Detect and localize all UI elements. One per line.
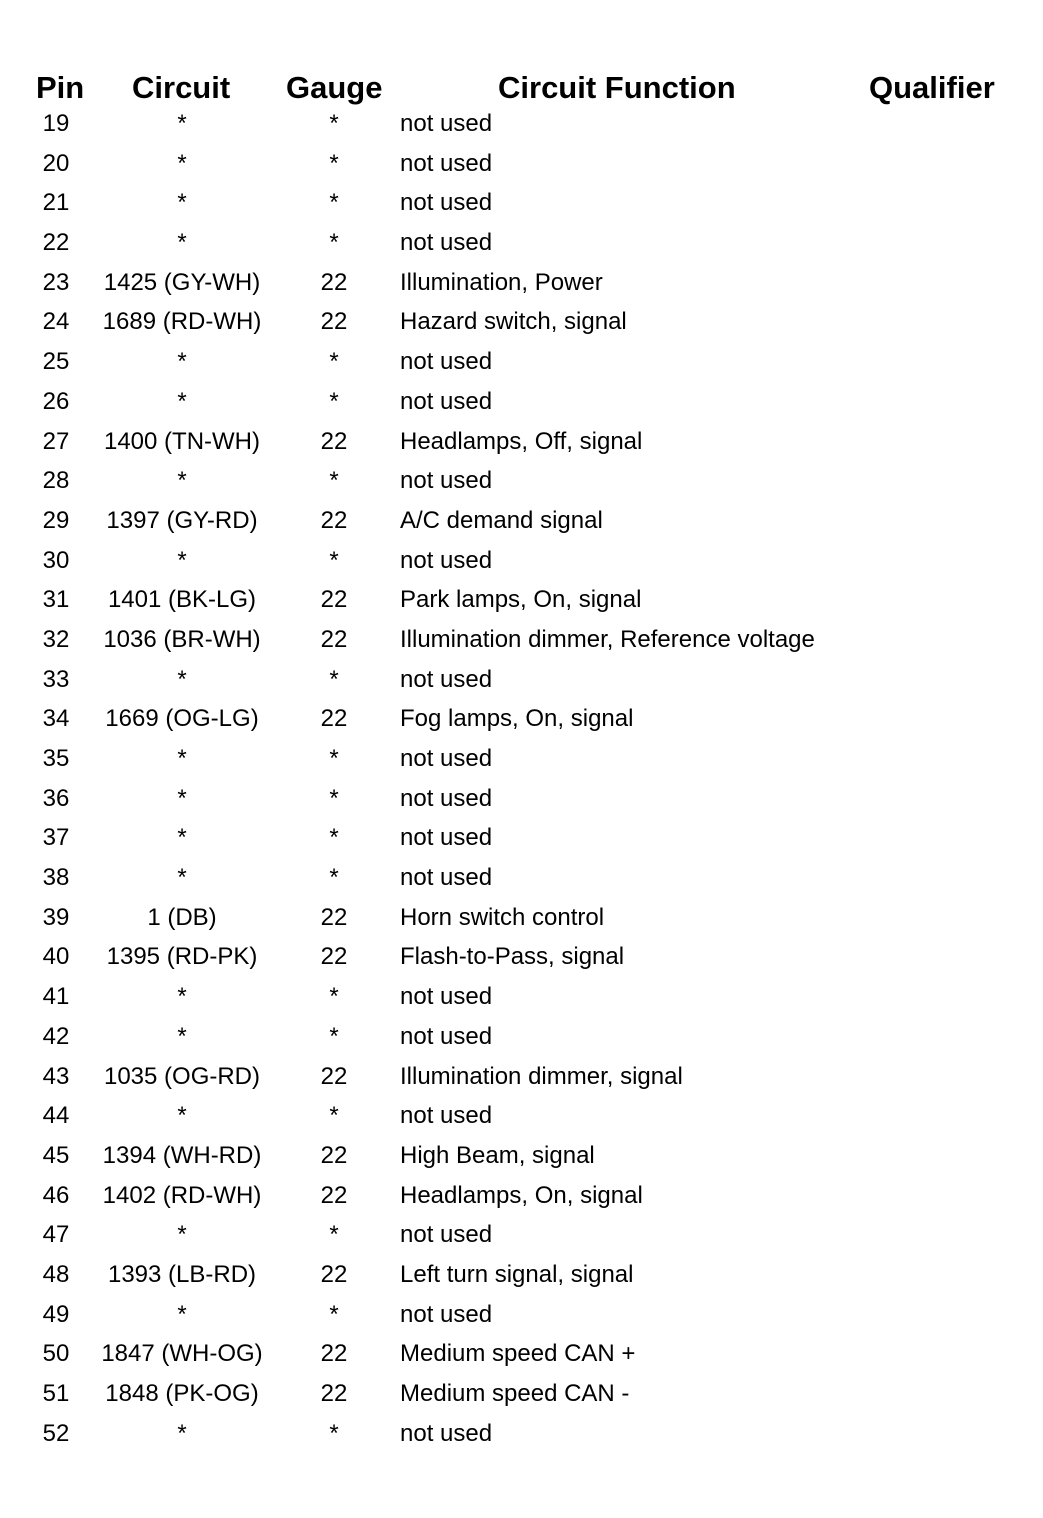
circuit-function-cell: Illumination, Power	[400, 268, 603, 296]
table-row	[0, 1416, 1043, 1456]
gauge-cell: 22	[320, 1260, 348, 1288]
circuit-cell: 1669 (OG-LG)	[105, 705, 259, 733]
circuit-cell: *	[177, 864, 187, 892]
circuit-cell: *	[177, 1221, 187, 1249]
circuit-cell: 1400 (TN-WH)	[103, 427, 260, 455]
pin-cell: 32	[42, 625, 70, 653]
pin-cell: 21	[42, 189, 70, 217]
circuit-function-cell: Headlamps, On, signal	[400, 1181, 643, 1209]
table-header	[0, 68, 1043, 108]
pin-cell: 31	[42, 586, 70, 614]
gauge-cell: 22	[320, 705, 348, 733]
circuit-cell: 1847 (WH-OG)	[101, 1340, 263, 1368]
circuit-cell: 1 (DB)	[147, 903, 217, 931]
circuit-cell: *	[177, 983, 187, 1011]
pin-cell: 51	[42, 1380, 70, 1407]
circuit-function-cell: not used	[400, 229, 493, 257]
header-circuit-function: Circuit Function	[498, 70, 736, 105]
circuit-cell: 1035 (OG-RD)	[103, 1062, 261, 1090]
circuit-function-cell: A/C demand signal	[400, 506, 603, 534]
circuit-function-cell: not used	[400, 1022, 493, 1050]
table-row	[0, 820, 1043, 860]
circuit-function-cell: Headlamps, Off, signal	[400, 427, 643, 455]
pin-cell: 25	[42, 348, 70, 376]
gauge-cell: *	[329, 983, 339, 1011]
pin-table-body	[0, 106, 1043, 1455]
gauge-cell: *	[329, 864, 339, 892]
header-pin: Pin	[36, 70, 85, 105]
table-row	[0, 503, 1043, 543]
circuit-function-cell: not used	[400, 110, 493, 137]
circuit-cell: 1394 (WH-RD)	[102, 1141, 262, 1169]
pin-cell: 38	[42, 864, 70, 892]
gauge-cell: *	[329, 110, 339, 137]
pin-cell: 22	[42, 229, 70, 257]
pin-cell: 26	[42, 387, 70, 415]
circuit-function-cell: not used	[400, 387, 493, 415]
gauge-cell: *	[329, 149, 339, 177]
table-row	[0, 1178, 1043, 1218]
table-row	[0, 543, 1043, 583]
circuit-function-cell: Horn switch control	[400, 903, 605, 931]
circuit-function-cell: not used	[400, 784, 493, 812]
circuit-cell: *	[177, 1419, 187, 1447]
pin-cell: 43	[42, 1062, 70, 1090]
circuit-cell: *	[177, 745, 187, 772]
gauge-cell: 22	[320, 586, 348, 614]
table-row	[0, 106, 1043, 146]
gauge-cell: 22	[320, 308, 348, 336]
table-row	[0, 463, 1043, 503]
circuit-function-cell: not used	[400, 1102, 493, 1130]
pin-cell: 20	[42, 149, 70, 177]
gauge-cell: *	[329, 745, 339, 772]
circuit-cell: 1393 (LB-RD)	[107, 1260, 257, 1288]
circuit-function-cell: not used	[400, 1300, 493, 1328]
circuit-cell: *	[177, 824, 187, 852]
table-row	[0, 622, 1043, 662]
circuit-cell: *	[177, 1022, 187, 1050]
table-row	[0, 424, 1043, 464]
pin-cell: 46	[42, 1181, 70, 1209]
header-circuit: Circuit	[132, 70, 231, 105]
table-row	[0, 1138, 1043, 1178]
table-row	[0, 185, 1043, 225]
circuit-function-cell: not used	[400, 864, 493, 892]
table-row	[0, 1019, 1043, 1059]
circuit-function-cell: not used	[400, 546, 493, 574]
table-row	[0, 1098, 1043, 1138]
table-row	[0, 1059, 1043, 1099]
table-row	[0, 146, 1043, 186]
pin-cell: 48	[42, 1260, 70, 1288]
circuit-function-cell: not used	[400, 189, 493, 217]
pin-cell: 24	[42, 308, 70, 336]
pin-cell: 44	[42, 1102, 70, 1130]
pin-cell: 41	[42, 983, 70, 1011]
circuit-cell: 1689 (RD-WH)	[102, 308, 262, 336]
gauge-cell: *	[329, 1102, 339, 1130]
circuit-cell: *	[177, 149, 187, 177]
circuit-function-cell: not used	[400, 1221, 493, 1249]
circuit-function-cell: not used	[400, 983, 493, 1011]
gauge-cell: *	[329, 387, 339, 415]
pin-cell: 40	[42, 943, 70, 971]
table-row	[0, 860, 1043, 900]
table-row	[0, 741, 1043, 781]
table-row	[0, 1376, 1043, 1416]
gauge-cell: 22	[320, 943, 348, 971]
gauge-cell: 22	[320, 1141, 348, 1169]
gauge-cell: *	[329, 189, 339, 217]
table-row	[0, 225, 1043, 265]
pin-cell: 23	[42, 268, 70, 296]
circuit-cell: *	[177, 784, 187, 812]
pin-cell: 50	[42, 1340, 70, 1368]
pin-cell: 35	[42, 745, 70, 772]
table-row	[0, 900, 1043, 940]
pin-cell: 45	[42, 1141, 70, 1169]
gauge-cell: 22	[320, 625, 348, 653]
circuit-cell: *	[177, 1300, 187, 1328]
table-row	[0, 582, 1043, 622]
pin-cell: 33	[42, 665, 70, 693]
circuit-function-cell: Park lamps, On, signal	[400, 586, 642, 614]
circuit-cell: 1036 (BR-WH)	[103, 625, 261, 653]
gauge-cell: *	[329, 1419, 339, 1447]
circuit-function-cell: Flash-to-Pass, signal	[400, 943, 625, 971]
gauge-cell: *	[329, 467, 339, 495]
gauge-cell: *	[329, 546, 339, 574]
table-row	[0, 701, 1043, 741]
pin-cell: 39	[42, 903, 70, 931]
table-row	[0, 1217, 1043, 1257]
gauge-cell: *	[329, 1022, 339, 1050]
pin-cell: 30	[42, 546, 70, 574]
circuit-cell: *	[177, 189, 187, 217]
gauge-cell: 22	[320, 1340, 348, 1368]
circuit-cell: *	[177, 387, 187, 415]
circuit-function-cell: not used	[400, 348, 493, 376]
pin-cell: 34	[42, 705, 70, 733]
gauge-cell: *	[329, 1221, 339, 1249]
pin-cell: 29	[42, 506, 70, 534]
header-gauge: Gauge	[286, 70, 383, 105]
gauge-cell: 22	[320, 903, 348, 931]
table-row	[0, 1257, 1043, 1297]
gauge-cell: *	[329, 665, 339, 693]
circuit-cell: *	[177, 110, 187, 137]
table-row	[0, 384, 1043, 424]
gauge-cell: 22	[320, 427, 348, 455]
table-row	[0, 1336, 1043, 1376]
table-row	[0, 344, 1043, 384]
gauge-cell: *	[329, 1300, 339, 1328]
gauge-cell: 22	[320, 1062, 348, 1090]
table-row	[0, 939, 1043, 979]
gauge-cell: *	[329, 229, 339, 257]
pin-cell: 19	[42, 110, 70, 137]
circuit-cell: *	[177, 665, 187, 693]
circuit-cell: 1425 (GY-WH)	[103, 268, 261, 296]
circuit-function-cell: High Beam, signal	[400, 1141, 595, 1169]
table-row	[0, 1297, 1043, 1337]
pin-cell: 37	[42, 824, 70, 852]
circuit-cell: *	[177, 348, 187, 376]
circuit-cell: *	[177, 229, 187, 257]
circuit-cell: 1402 (RD-WH)	[102, 1181, 262, 1209]
pin-cell: 36	[42, 784, 70, 812]
gauge-cell: *	[329, 824, 339, 852]
circuit-function-cell: not used	[400, 1419, 493, 1447]
gauge-cell: 22	[320, 1181, 348, 1209]
circuit-cell: 1395 (RD-PK)	[106, 943, 258, 971]
gauge-cell: 22	[320, 506, 348, 534]
circuit-function-cell: Fog lamps, On, signal	[400, 705, 634, 733]
circuit-function-cell: not used	[400, 665, 493, 693]
circuit-function-cell: Left turn signal, signal	[400, 1260, 634, 1288]
pin-cell: 52	[42, 1419, 70, 1447]
table-row	[0, 662, 1043, 702]
circuit-function-cell: Illumination dimmer, Reference voltage	[400, 625, 815, 653]
gauge-cell: *	[329, 784, 339, 812]
table-row	[0, 979, 1043, 1019]
circuit-function-cell: not used	[400, 745, 493, 772]
circuit-function-cell: Hazard switch, signal	[400, 308, 627, 336]
circuit-function-cell: not used	[400, 467, 493, 495]
table-row	[0, 265, 1043, 305]
header-qualifier: Qualifier	[869, 70, 995, 105]
pin-cell: 27	[42, 427, 70, 455]
circuit-function-cell: Medium speed CAN +	[400, 1340, 636, 1368]
pin-cell: 47	[42, 1221, 70, 1249]
gauge-cell: 22	[320, 1380, 348, 1407]
circuit-cell: *	[177, 467, 187, 495]
circuit-cell: 1397 (GY-RD)	[106, 506, 258, 534]
table-row	[0, 781, 1043, 821]
circuit-cell: 1848 (PK-OG)	[105, 1380, 259, 1407]
circuit-cell: *	[177, 546, 187, 574]
circuit-function-cell: not used	[400, 149, 493, 177]
circuit-cell: 1401 (BK-LG)	[107, 586, 257, 614]
circuit-function-cell: not used	[400, 824, 493, 852]
circuit-function-cell: Illumination dimmer, signal	[400, 1062, 683, 1090]
table-row	[0, 304, 1043, 344]
pin-cell: 42	[42, 1022, 70, 1050]
pin-cell: 28	[42, 467, 70, 495]
pin-cell: 49	[42, 1300, 70, 1328]
circuit-function-cell: Medium speed CAN -	[400, 1380, 630, 1407]
gauge-cell: *	[329, 348, 339, 376]
gauge-cell: 22	[320, 268, 348, 296]
circuit-cell: *	[177, 1102, 187, 1130]
